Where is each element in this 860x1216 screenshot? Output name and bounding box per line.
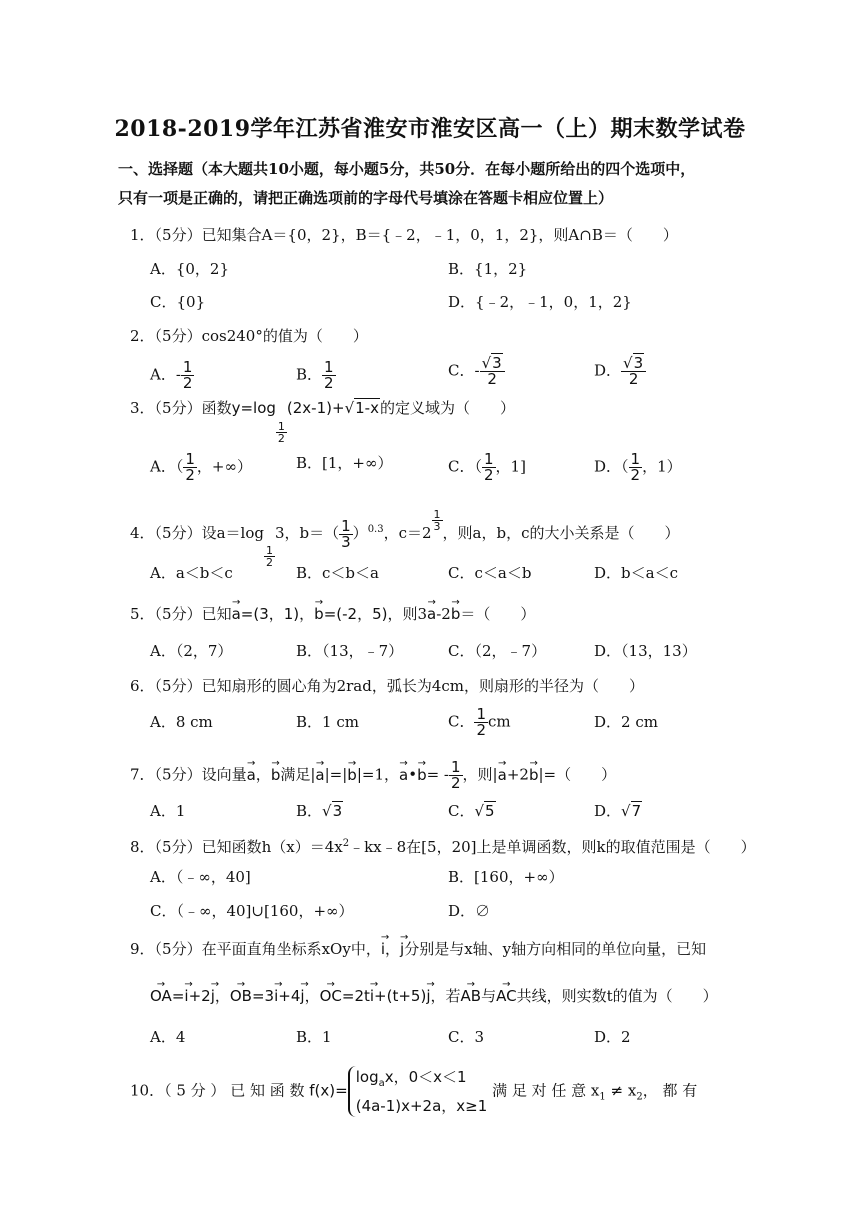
q1-option-d: D．{﹣2，﹣1，0，1，2} [448, 293, 632, 311]
q8-option-b: B．[160，+∞） [448, 868, 564, 886]
page-title: 2018-2019学年江苏省淮安市淮安区高一（上）期末数学试卷 [114, 116, 746, 142]
q1-option-c: C．{0} [150, 293, 206, 311]
q2-option-b: B． $\frac{1}{2}$ [296, 358, 334, 392]
question-4-stem: 4．（5分）设a＝log $\frac{1}{2}$ 3，b＝（ $\frac{1}{3}$ ）$^{0.3}$，c＝2 $\frac{1}{3}$ ，则a，b，c的大小关系是（ ） [130, 507, 680, 569]
q9-option-c: C．3 [448, 1028, 485, 1046]
piecewise-function: $\log_ax$，0＜x＜1 (4a-1)x+2a，x≥1 [348, 1066, 488, 1117]
question-1-stem: 1．（5分）已知集合A＝{0，2}，B＝{﹣2，﹣1，0，1，2}，则A∩B＝（ ） [130, 226, 678, 244]
question-9-stem: 9．（5分）在平面直角坐标系xOy中，→ i，→ j分别是与x轴、y轴方向相同的单位向量，已知 [130, 938, 740, 960]
q8-option-d: D．∅ [448, 902, 491, 920]
q4-option-c: C．c＜a＜b [448, 564, 532, 582]
q7-option-b: B．√3 [296, 802, 343, 820]
q9-option-b: B．1 [296, 1028, 332, 1046]
question-5-stem: 5．（5分）已知→ a=(3，1)，→ b=(-2，5)，则3→ a-2→ b＝（ ） [130, 603, 740, 625]
q5-option-a: A．（2，7） [150, 642, 233, 660]
fraction: $\frac{1}{2}$ [324, 358, 334, 392]
fraction: $\frac{√3}{2}$ [480, 356, 505, 387]
q3-option-b: B．[1，+∞） [296, 454, 393, 472]
section-heading: 一、选择题（本大题共10小题，每小题5分，共50分．在每小题所给出的四个选项中， [118, 160, 696, 178]
q5-option-b: B．（13，﹣7） [296, 642, 404, 660]
question-10-stem: 10．（ 5 分 ） 已 知 函 数 f(x)= $\log_ax$，0＜x＜1 (4a-1)x+2a，x≥1 满 足 对 任 意 $x_1 \ne x_2$， 都 有 [130, 1068, 698, 1115]
question-7-stem: 7．（5分）设向量→ a，→ b满足|→ a|=|→ b|=1，→ a•→ b= - $\frac{1}{2}$ ，则|→ a+2→ b|=（ ） [130, 760, 740, 791]
question-8-stem: 8．（5分）已知函数$h(x)=4x^2﹣kx﹣8$在[5，20]上是单调函数，则k的取值范围是（ ） [130, 838, 756, 856]
q6-option-d: D．2 cm [594, 713, 658, 731]
q5-option-c: C．（2，﹣7） [448, 642, 547, 660]
fraction: $\frac{√3}{2}$ [621, 356, 646, 387]
question-9-vectors: → OA=→ i+2→ j，→ OB=3→ i+4→ j，→ OC=2t→ i+(t+5)→ j，若→ AB与→ AC共线，则实数t的值为（ ） [150, 985, 760, 1007]
q4-option-a: A．a＜b＜c [150, 564, 233, 582]
log-base: $\frac{1}{2}$ [277, 419, 285, 445]
q7-option-a: A．1 [150, 802, 186, 820]
fraction: $\frac{1}{2}$ [182, 358, 193, 392]
q3-option-c: C．（ $\frac{1}{2}$ ，1] [448, 450, 526, 484]
q5-option-d: D．（13，13） [594, 642, 697, 660]
q1-option-a: A．{0，2} [150, 260, 230, 278]
q2-option-a: A．- $\frac{1}{2}$ [150, 358, 193, 392]
q7-option-c: C．√5 [448, 802, 495, 820]
q6-option-a: A．8 cm [150, 713, 213, 731]
q9-option-d: D．2 [594, 1028, 631, 1046]
question-2-stem: 2．（5分）cos240°的值为（ ） [130, 327, 368, 345]
q4-option-b: B．c＜b＜a [296, 564, 379, 582]
q6-option-b: B．1 cm [296, 713, 359, 731]
q2-option-c: C．- $\frac{√3}{2}$ [448, 356, 505, 387]
q2-option-d: D． $\frac{√3}{2}$ [594, 356, 646, 387]
q6-option-c: C． $\frac{1}{2}$ cm [448, 705, 511, 739]
question-6-stem: 6．（5分）已知扇形的圆心角为2rad，弧长为4cm，则扇形的半径为（ ） [130, 677, 645, 695]
section-heading-line2: 只有一项是正确的，请把正确选项前的字母代号填涂在答题卡相应位置上） [118, 189, 614, 207]
q8-option-a: A．（﹣∞，40] [150, 868, 251, 886]
q8-option-c: C．（﹣∞，40]∪[160，+∞） [150, 902, 354, 920]
q1-option-b: B．{1，2} [448, 260, 528, 278]
q3-option-a: A．（ $\frac{1}{2}$ ，+∞） [150, 450, 252, 484]
q7-option-d: D．√7 [594, 802, 642, 820]
q9-option-a: A．4 [150, 1028, 186, 1046]
q3-option-d: D．（ $\frac{1}{2}$ ，1） [594, 450, 682, 484]
q4-option-d: D．b＜a＜c [594, 564, 678, 582]
question-3-stem: 3．（5分）函数y=log $\frac{1}{2}$ (2x-1)+√1-x的定义域为（ ） [130, 399, 515, 445]
